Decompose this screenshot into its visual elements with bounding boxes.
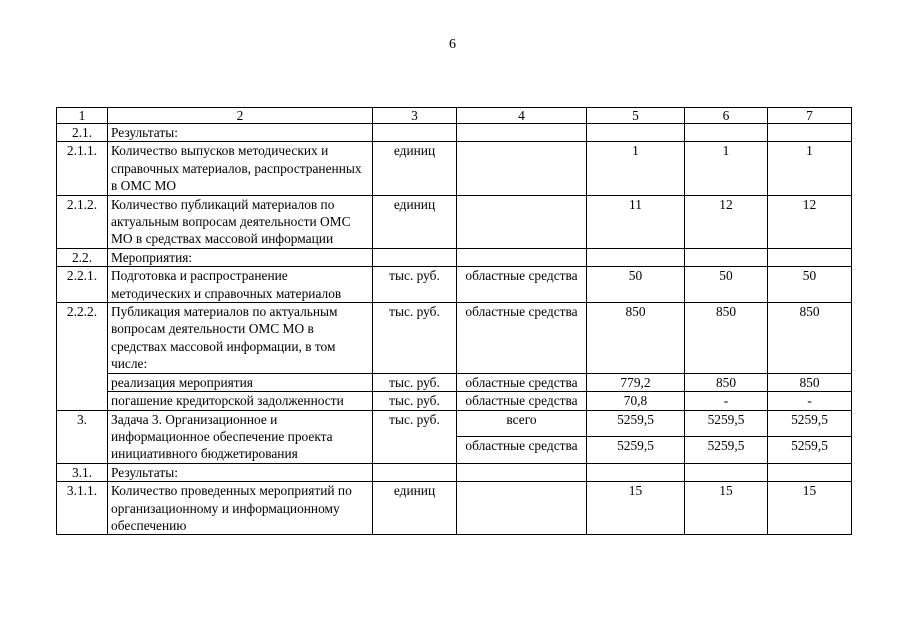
row-unit: единиц bbox=[373, 482, 457, 535]
table-row bbox=[57, 392, 852, 410]
row-value-7: 850 bbox=[768, 303, 852, 374]
row-number: 3.1.1. bbox=[57, 482, 108, 535]
table-row bbox=[57, 410, 852, 437]
row-value-6: 12 bbox=[685, 195, 768, 248]
row-value-5: 1 bbox=[587, 142, 685, 195]
column-header: 4 bbox=[457, 108, 587, 124]
row-value-7: 1 bbox=[768, 142, 852, 195]
row-number: 2.2.2. bbox=[57, 303, 108, 410]
row-name: погашение кредиторской задолженности bbox=[108, 392, 373, 410]
row-value-7: 5259,5 bbox=[768, 410, 852, 437]
row-value-5: 50 bbox=[587, 267, 685, 303]
row-value-6: 850 bbox=[685, 303, 768, 374]
column-header: 7 bbox=[768, 108, 852, 124]
row-number: 2.1.2. bbox=[57, 195, 108, 248]
row-number: 2.1.1. bbox=[57, 142, 108, 195]
row-value-7: 12 bbox=[768, 195, 852, 248]
row-value-5 bbox=[587, 463, 685, 481]
column-header: 2 bbox=[108, 108, 373, 124]
table-row bbox=[57, 142, 852, 195]
row-unit: тыс. руб. bbox=[373, 267, 457, 303]
row-value-5: 15 bbox=[587, 482, 685, 535]
row-value-7 bbox=[768, 463, 852, 481]
column-header: 5 bbox=[587, 108, 685, 124]
row-source bbox=[457, 195, 587, 248]
table-row bbox=[57, 267, 852, 303]
row-unit: тыс. руб. bbox=[373, 410, 457, 463]
row-value-6: 5259,5 bbox=[685, 410, 768, 437]
row-value-6: 1 bbox=[685, 142, 768, 195]
row-number: 3. bbox=[57, 410, 108, 463]
row-value-7: - bbox=[768, 392, 852, 410]
row-name: Количество выпусков методических и справочных материалов, распространенных в ОМС МО bbox=[108, 142, 373, 195]
row-source bbox=[457, 482, 587, 535]
row-source bbox=[457, 248, 587, 266]
row-source bbox=[457, 463, 587, 481]
row-number: 2.2. bbox=[57, 248, 108, 266]
column-header: 3 bbox=[373, 108, 457, 124]
row-value-5: 70,8 bbox=[587, 392, 685, 410]
row-value-6 bbox=[685, 463, 768, 481]
row-unit: единиц bbox=[373, 195, 457, 248]
row-value-6 bbox=[685, 248, 768, 266]
row-source: областные средства bbox=[457, 373, 587, 391]
row-value-6 bbox=[685, 124, 768, 142]
table-row bbox=[57, 124, 852, 142]
row-source bbox=[457, 142, 587, 195]
row-name: Мероприятия: bbox=[108, 248, 373, 266]
row-name: Результаты: bbox=[108, 124, 373, 142]
row-value-7: 5259,5 bbox=[768, 437, 852, 464]
row-name: Подготовка и распространение методических и справочных материалов bbox=[108, 267, 373, 303]
row-name: Количество проведенных мероприятий по организационному и информационному обеспечению bbox=[108, 482, 373, 535]
program-indicators-table bbox=[56, 107, 852, 535]
row-value-7 bbox=[768, 124, 852, 142]
row-value-5: 11 bbox=[587, 195, 685, 248]
row-unit: тыс. руб. bbox=[373, 373, 457, 391]
row-source: всего bbox=[457, 410, 587, 437]
row-source: областные средства bbox=[457, 267, 587, 303]
row-name: Задача 3. Организационное и информационное обеспечение проекта инициативного бюджетирования bbox=[108, 410, 373, 463]
row-value-6: 850 bbox=[685, 373, 768, 391]
column-header: 1 bbox=[57, 108, 108, 124]
row-source: областные средства bbox=[457, 303, 587, 374]
row-value-6: 5259,5 bbox=[685, 437, 768, 464]
row-value-5: 5259,5 bbox=[587, 437, 685, 464]
column-header: 6 bbox=[685, 108, 768, 124]
table-row bbox=[57, 303, 852, 374]
row-value-7: 15 bbox=[768, 482, 852, 535]
table-row bbox=[57, 482, 852, 535]
row-unit bbox=[373, 124, 457, 142]
row-source: областные средства bbox=[457, 392, 587, 410]
row-number: 3.1. bbox=[57, 463, 108, 481]
row-unit: тыс. руб. bbox=[373, 392, 457, 410]
row-unit bbox=[373, 463, 457, 481]
table-row bbox=[57, 373, 852, 391]
row-name: Количество публикаций материалов по актуальным вопросам деятельности ОМС МО в средствах массовой информации bbox=[108, 195, 373, 248]
table-row bbox=[57, 195, 852, 248]
table-row bbox=[57, 248, 852, 266]
row-value-5 bbox=[587, 124, 685, 142]
page-number: 6 bbox=[449, 37, 456, 52]
row-unit: тыс. руб. bbox=[373, 303, 457, 374]
row-value-7: 50 bbox=[768, 267, 852, 303]
row-value-5: 850 bbox=[587, 303, 685, 374]
row-source bbox=[457, 124, 587, 142]
row-number: 2.1. bbox=[57, 124, 108, 142]
row-value-6: 15 bbox=[685, 482, 768, 535]
row-name: Результаты: bbox=[108, 463, 373, 481]
row-value-5: 779,2 bbox=[587, 373, 685, 391]
table-header-row bbox=[57, 108, 852, 124]
row-value-5: 5259,5 bbox=[587, 410, 685, 437]
row-value-6: 50 bbox=[685, 267, 768, 303]
row-name: реализация мероприятия bbox=[108, 373, 373, 391]
row-source: областные средства bbox=[457, 437, 587, 464]
row-value-7: 850 bbox=[768, 373, 852, 391]
row-value-5 bbox=[587, 248, 685, 266]
row-number: 2.2.1. bbox=[57, 267, 108, 303]
table-row bbox=[57, 463, 852, 481]
row-unit: единиц bbox=[373, 142, 457, 195]
row-value-6: - bbox=[685, 392, 768, 410]
row-unit bbox=[373, 248, 457, 266]
row-name: Публикация материалов по актуальным вопросам деятельности ОМС МО в средствах массовой информации, в том числе: bbox=[108, 303, 373, 374]
row-value-7 bbox=[768, 248, 852, 266]
